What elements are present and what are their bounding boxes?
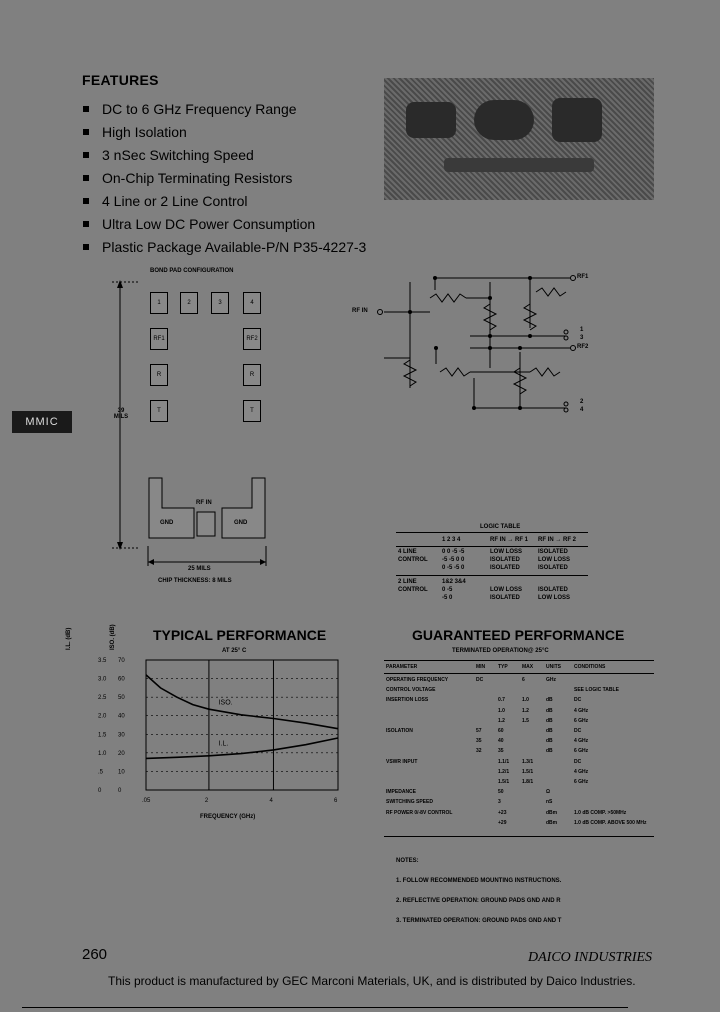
logic-cell: LOW LOSS <box>538 557 570 563</box>
schematic-ctrl-4: 4 <box>580 407 584 413</box>
il-series-label: I.L. <box>218 740 229 748</box>
feature-text: 4 Line or 2 Line Control <box>102 193 248 209</box>
feature-text: On-Chip Terminating Resistors <box>102 170 293 186</box>
pad-t-left: T <box>150 400 168 422</box>
guaranteed-cell: ISOLATION <box>386 728 413 734</box>
guaranteed-cell: DC <box>574 758 582 765</box>
guaranteed-cell: 50 <box>498 789 504 796</box>
logic-table <box>396 532 588 605</box>
guaranteed-cell: CONTROL VOLTAGE <box>386 687 436 694</box>
note-1: 1. FOLLOW RECOMMENDED MOUNTING INSTRUCTIONS. <box>396 878 562 884</box>
typical-title: TYPICAL PERFORMANCE <box>153 627 327 643</box>
y-tick-label: 2.5 <box>98 695 107 702</box>
guaranteed-cell: OPERATING FREQUENCY <box>386 677 449 683</box>
guaranteed-cell: dB <box>546 738 553 745</box>
logic-cell: CONTROL <box>398 587 428 593</box>
guaranteed-header: MIN <box>476 664 486 670</box>
guaranteed-cell: 0.7 <box>498 697 505 704</box>
guaranteed-cell: 1.2 <box>498 717 505 724</box>
logic-cell: ISOLATED <box>538 565 568 571</box>
logic-cell: 4 LINE <box>398 549 417 555</box>
guaranteed-cell: 1.5 <box>522 717 529 724</box>
bullet-icon <box>83 244 89 250</box>
logic-cell: ISOLATED <box>538 587 568 593</box>
y2-tick-label: 40 <box>118 713 125 720</box>
logic-cell: 0 -5 <box>442 587 453 593</box>
x-tick-label: 6 <box>334 798 338 804</box>
feature-item <box>82 236 366 259</box>
series-line-iso <box>146 675 338 729</box>
logic-cell: CONTROL <box>398 557 428 563</box>
guaranteed-cell: 1.3/1 <box>522 758 534 765</box>
pad-rf1: RF1 <box>150 328 168 350</box>
pad-r-right: R <box>243 364 261 386</box>
pad-rf-in-label: RF IN <box>196 500 212 506</box>
features-list <box>82 98 366 259</box>
pad-4: 4 <box>243 292 261 314</box>
switch-schematic <box>370 268 610 428</box>
guaranteed-cell: dB <box>546 748 553 755</box>
logic-cell: ISOLATED <box>490 595 520 601</box>
logic-cell: LOW LOSS <box>538 595 570 601</box>
guaranteed-subtitle: TERMINATED OPERATION@ 25°C <box>452 648 549 654</box>
logic-col-rf2: RF IN → RF 2 <box>538 537 577 543</box>
guaranteed-cell: 3 <box>498 799 501 806</box>
pad-2: 2 <box>180 292 198 314</box>
guaranteed-header: TYP <box>498 664 508 670</box>
guaranteed-header: MAX <box>522 664 534 670</box>
logic-cell: ISOLATED <box>538 549 568 555</box>
logic-cell: 0 0 -5 -5 <box>442 549 465 555</box>
y-tick-label: 3.0 <box>98 676 107 683</box>
guaranteed-header: PARAMETER <box>386 664 418 670</box>
guaranteed-cell: nS <box>546 799 553 806</box>
chart-frame <box>146 660 338 790</box>
x-tick-label: 2 <box>204 798 209 804</box>
guaranteed-cell: 4 GHz <box>574 707 589 714</box>
pad-t-right: T <box>243 400 261 422</box>
guaranteed-cell: 6 GHz <box>574 779 589 785</box>
y2-tick-label: 70 <box>118 658 125 664</box>
y2-tick-label: 10 <box>118 769 125 776</box>
feature-text: DC to 6 GHz Frequency Range <box>102 101 297 117</box>
guaranteed-cell: 1.8/1 <box>522 779 534 785</box>
iso-axis-label: ISO. (dB) <box>110 624 116 650</box>
bottom-rule <box>22 1007 628 1008</box>
guaranteed-cell: SWITCHING SPEED <box>386 799 433 806</box>
guaranteed-cell: DC <box>476 677 484 683</box>
guaranteed-cell: 4 GHz <box>574 768 589 775</box>
logic-col-pads: 1 2 3 4 <box>442 537 461 543</box>
guaranteed-cell: dB <box>546 707 553 714</box>
feature-item <box>82 190 366 213</box>
guaranteed-cell: dB <box>546 728 553 734</box>
guaranteed-cell: SEE LOGIC TABLE <box>574 687 619 694</box>
logic-cell: LOW LOSS <box>490 587 522 593</box>
logic-cell: ISOLATED <box>490 557 520 563</box>
bullet-icon <box>83 106 89 112</box>
bond-pad-diagram <box>100 276 290 596</box>
guaranteed-cell: dB <box>546 697 553 704</box>
pad-rf2: RF2 <box>243 328 261 350</box>
y-tick-label: 1.5 <box>98 732 107 739</box>
guaranteed-cell: 1.5/1 <box>498 779 510 785</box>
series-line-il <box>146 738 338 758</box>
logic-cell: 0 -5 -5 0 <box>442 565 465 571</box>
guaranteed-cell: 6 <box>522 677 525 683</box>
feature-text: High Isolation <box>102 124 187 140</box>
logic-cell: -5 -5 0 0 <box>442 557 465 563</box>
guaranteed-header: UNITS <box>546 664 561 670</box>
guaranteed-cell: +29 <box>498 819 507 826</box>
y-tick-label: 3.5 <box>98 658 107 664</box>
guaranteed-cell: dB <box>546 717 553 724</box>
chip-thickness: CHIP THICKNESS: 8 MILS <box>158 578 232 584</box>
pad-3: 3 <box>211 292 229 314</box>
y-tick-label: .5 <box>98 769 104 776</box>
guaranteed-cell: +23 <box>498 809 507 816</box>
x-tick-label: .05 <box>142 798 151 804</box>
y2-tick-label: 0 <box>118 788 122 794</box>
logic-table-title: LOGIC TABLE <box>480 524 521 530</box>
y2-tick-label: 30 <box>118 732 125 739</box>
guaranteed-cell: 1.0 dB COMP. >50MHz <box>574 809 627 816</box>
company-name: DAICO INDUSTRIES <box>528 950 653 965</box>
pad-1: 1 <box>150 292 168 314</box>
x-tick-label: 4 <box>269 798 273 804</box>
note-2: 2. REFLECTIVE OPERATION: GROUND PADS GND AND R <box>396 898 561 904</box>
y2-tick-label: 20 <box>118 750 125 757</box>
schematic-rf1: RF1 <box>577 274 589 280</box>
feature-item <box>82 213 366 236</box>
guaranteed-cell: 32 <box>476 748 482 755</box>
guaranteed-cell: 6 GHz <box>574 748 589 755</box>
page-number: 260 <box>82 946 108 963</box>
typical-performance-chart <box>80 652 350 822</box>
pad-gnd-left: GND <box>160 520 174 526</box>
guaranteed-cell: INSERTION LOSS <box>386 697 429 704</box>
guaranteed-table <box>384 660 654 837</box>
schematic-rf2: RF2 <box>577 344 589 350</box>
bullet-icon <box>83 198 89 204</box>
guaranteed-title: GUARANTEED PERFORMANCE <box>412 627 625 643</box>
feature-text: 3 nSec Switching Speed <box>102 147 254 163</box>
guaranteed-cell: dBm <box>546 819 558 826</box>
pad-gnd-right: GND <box>234 520 248 526</box>
width-dimension: 25 MILS <box>188 566 211 572</box>
bullet-icon <box>83 129 89 135</box>
guaranteed-cell: 60 <box>498 728 504 734</box>
y-tick-label: 0 <box>98 788 102 794</box>
notes-title: NOTES: <box>396 858 419 864</box>
footer-text: This product is manufactured by GEC Marconi Materials, UK, and is distributed by Daico Industries. <box>108 974 636 988</box>
guaranteed-header: CONDITIONS <box>574 664 606 670</box>
pad-r-left: R <box>150 364 168 386</box>
il-axis-label: I.L. (dB) <box>66 627 72 650</box>
schematic-ctrl-2: 2 <box>580 399 584 405</box>
feature-item <box>82 98 366 121</box>
guaranteed-cell: dBm <box>546 809 558 816</box>
features-title: FEATURES <box>82 72 159 88</box>
guaranteed-cell: 35 <box>476 738 482 745</box>
guaranteed-cell: 40 <box>498 738 504 745</box>
guaranteed-cell: 6 GHz <box>574 717 589 724</box>
guaranteed-cell: 1.2 <box>522 707 529 714</box>
notes <box>396 858 561 938</box>
guaranteed-cell: Ω <box>546 789 551 796</box>
guaranteed-cell: GHz <box>546 677 556 683</box>
guaranteed-cell: 1.5/1 <box>522 768 534 775</box>
logic-cell: 2 LINE <box>398 579 417 585</box>
y2-tick-label: 50 <box>118 695 125 702</box>
schematic-ctrl-3: 3 <box>580 335 584 341</box>
y-tick-label: 1.0 <box>98 750 107 757</box>
guaranteed-cell: 35 <box>498 748 504 755</box>
guaranteed-cell: 1.0 dB COMP. ABOVE 500 MHz <box>574 819 647 826</box>
feature-item <box>82 167 366 190</box>
guaranteed-cell: DC <box>574 697 582 704</box>
feature-text: Plastic Package Available-P/N P35-4227-3 <box>102 239 367 255</box>
iso-series-label: ISO. <box>218 699 233 707</box>
chip-photo <box>384 78 654 200</box>
logic-cell: ISOLATED <box>490 565 520 571</box>
typical-subtitle: AT 25° C <box>222 648 247 654</box>
mmic-side-tab: MMIC <box>12 411 72 433</box>
bullet-icon <box>83 152 89 158</box>
guaranteed-cell: 1.0 <box>522 697 529 704</box>
y-tick-label: 2.0 <box>98 713 107 720</box>
schematic-ctrl-1: 1 <box>580 327 584 333</box>
feature-text: Ultra Low DC Power Consumption <box>102 216 316 232</box>
frequency-axis-label: FREQUENCY (GHz) <box>200 814 256 820</box>
logic-col-rf1: RF IN → RF 1 <box>490 537 529 543</box>
guaranteed-cell: 1.0 <box>498 707 505 714</box>
logic-cell: LOW LOSS <box>490 549 522 555</box>
feature-item <box>82 144 366 167</box>
schematic-rf-in: RF IN <box>352 308 368 314</box>
feature-item <box>82 121 366 144</box>
guaranteed-cell: DC <box>574 728 582 734</box>
logic-cell: 1&2 3&4 <box>442 579 466 585</box>
guaranteed-cell: 4 GHz <box>574 738 589 745</box>
bullet-icon <box>83 221 89 227</box>
bond-pad-title: BOND PAD CONFIGURATION <box>150 268 234 274</box>
bullet-icon <box>83 175 89 181</box>
logic-cell: -5 0 <box>442 595 453 601</box>
note-3: 3. TERMINATED OPERATION: GROUND PADS GND AND T <box>396 918 562 924</box>
guaranteed-cell: VSWR INPUT <box>386 758 418 765</box>
guaranteed-cell: 1.2/1 <box>498 768 510 775</box>
y2-tick-label: 60 <box>118 676 125 683</box>
guaranteed-cell: 1.1/1 <box>498 758 510 765</box>
guaranteed-cell: 57 <box>476 728 482 734</box>
guaranteed-cell: IMPEDANCE <box>386 789 417 796</box>
guaranteed-cell: RF POWER 0/-8V CONTROL <box>386 809 453 816</box>
height-dimension: 39 MILS <box>113 408 129 420</box>
